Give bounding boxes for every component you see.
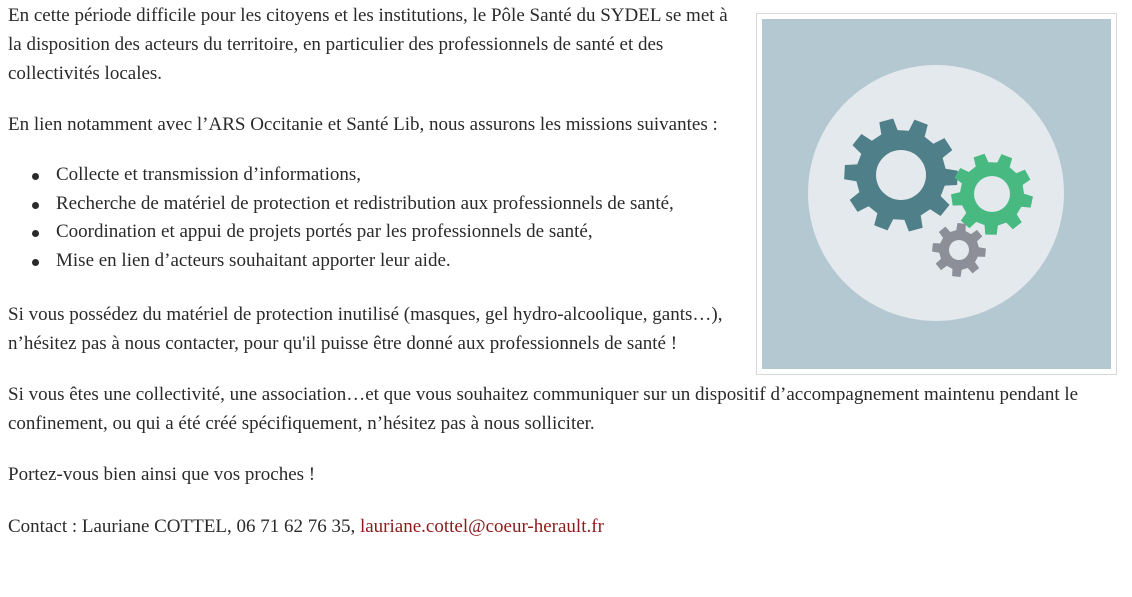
contact-paragraph (8, 512, 1118, 541)
list-item: Coordination et appui de projets portés par les professionnels de santé, (8, 218, 1118, 247)
list-item: Mise en lien d’acteurs souhaitant apporter leur aide. (8, 247, 1118, 276)
intro-paragraph: En cette période difficile pour les citoyens et les institutions, le Pôle Santé du SYDEL se met à la disposition des acteurs du territoire, en particulier des professionnels de santé et des collectivités locales. (8, 5, 728, 84)
list-item: Collecte et transmission d’informations, (8, 161, 1118, 190)
missions-intro-paragraph: En lien notamment avec l’ARS Occitanie et Santé Lib, nous assurons les missions suivantes : (8, 114, 718, 135)
gears-icon (762, 19, 1111, 369)
small-gear-icon (932, 223, 986, 277)
material-call-paragraph: Si vous possédez du matériel de protection inutilisé (masques, gel hydro-alcoolique, gants…), n’hésitez pas à nous contacter, pour qu'il puisse être donné aux professionnels de santé ! (8, 304, 723, 354)
gear-hole (949, 240, 969, 260)
closing-paragraph: Portez-vous bien ainsi que vos proches ! (8, 464, 316, 485)
collectivity-call-paragraph: Si vous êtes une collectivité, une association…et que vous souhaitez communiquer sur un dispositif d’accompagnement maintenu pendant le confinement, ou qui a été créé spécifiquement, n’hésitez pas à nous solliciter. (8, 384, 1079, 434)
gear-hole (974, 176, 1010, 212)
gear-hole (876, 150, 926, 200)
contact-email-link[interactable]: lauriane.cottel@coeur-herault.fr (359, 516, 604, 537)
list-item: Recherche de matériel de protection et redistribution aux professionnels de santé, (8, 190, 1118, 219)
contact-label: Contact : Lauriane COTTEL, 06 71 62 76 35, (8, 516, 360, 537)
illustration-frame (756, 13, 1117, 375)
